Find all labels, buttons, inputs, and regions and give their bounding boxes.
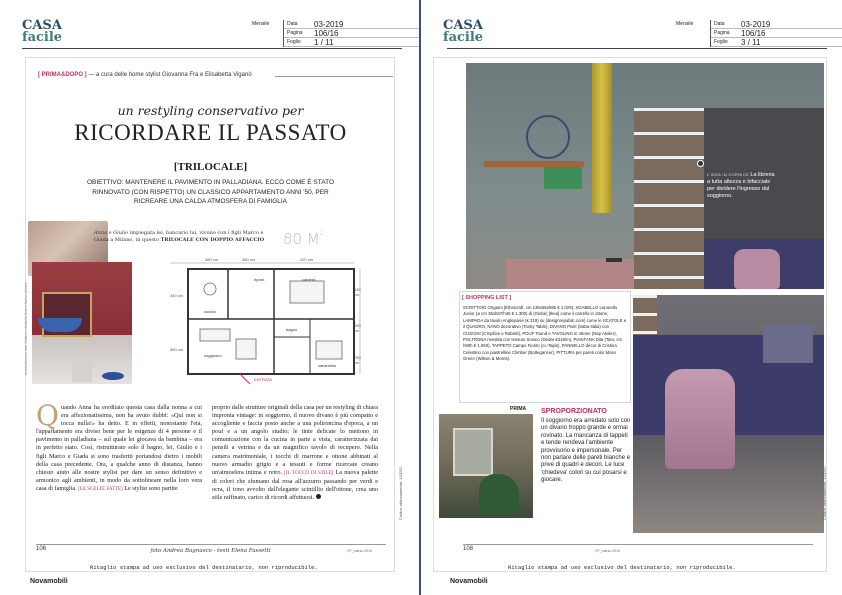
side-code: Codice abbonamento: 143252 [822,466,827,520]
data-label: Data [287,21,298,27]
plan-dim: 420 cm [300,257,314,262]
pagina-value: 106/16 [314,28,339,38]
body-column-2 [212,404,378,502]
page-number: 106 [36,546,47,552]
surface-badge [283,230,324,248]
rubric-text: — a cura delle home stylist Giovanna Fra e Elisabetta Viganò [88,72,252,78]
body-col2-tail: La nuova palette di colori che sfumano dal rosa all'azzurro passando per verdi e ocra, il tono avvolto dall'elegante scintillio dell'ottone, crea uno stile raffinato, carico di ricordi affettuosi. [212,468,379,502]
foglio-value: 3 / 11 [741,37,761,47]
brand-footer: Novamobili [450,578,488,585]
photo-text-credits: foto Andrea Bagnasco - testi Elena Fassetti [150,548,271,554]
section-ref: [LE SCELTE FATTE] [78,486,123,492]
photo-caption-head: L'IDEA IN CORNICE [707,172,749,177]
room-detail-photo [32,262,132,384]
data-value: 03-2019 [314,19,344,29]
foglio-label: Foglio [714,39,728,45]
floor-lamp [606,258,622,262]
before-photo [437,412,535,520]
room-label: cucina [204,309,216,314]
round-mirror [526,115,570,159]
body-col1-tail: Le stylist sono partite [122,484,178,492]
plan-dim: 340 cm [170,293,184,298]
before-text: Il soggiorno era arredato solo con un divano troppo grande e ormai rovinato. La mancanza di tappeti e tende rendeva l'ambiente provvisorio e impersonale. Per non parlare delle pareti bianche e prive di quadri e decori. Le luce 'chiedeva' colori su cui posarsi e giocare. [541,418,631,484]
body-col1-text: uando Anna ha ereditato questa casa dalla nonna a cui era affezionatissima, non ha avuto dubbi: «Qui non si tocca nulla!» ha detto. E in effetti, nonostante l'età, l'appartamento era diviso bene per le esigenze di 4 persone e il pavimento in palladiana – sul quale lei giocava da bambina – era in perfetto stato. Così, ristrutturato solo il bagno, lei, Giulio e i figli Marco e Giada si sono trasferiti portandosi dietro i mobili della casa precedente. Ora, a qualche anno di distanza, hanno chiesto aiuto alle nostre stylist per dare un senso definitivo e armonico agli ambienti, in modo da sottolineare nella loro vera casa di famiglia. [36,404,202,492]
drop-cap: Q [36,399,59,432]
room-label: bagno [286,327,298,332]
bookshelf [634,108,704,289]
rubric-tag: [ PRIMA&DOPO ] [38,72,87,78]
caption-pin-icon [697,160,704,167]
meta-box [710,20,842,47]
cushion [763,325,813,363]
footer-rule [463,544,813,545]
article-kicker: un restyling conservativo per [117,103,304,118]
footer-notice: Ritaglio stampa ad uso esclusivo del destinatario, non riproducibile. [90,564,318,571]
footer-notice: Ritaglio stampa ad uso esclusivo del destinatario, non riproducibile. [508,564,736,571]
data-label: Data [714,21,725,27]
yellow-curtain [592,63,612,213]
before-label: PRIMA [510,406,527,412]
surface-unit: 2 [319,230,324,237]
issue-label: CF_marzo 2019 [347,549,373,553]
plan-dim: 330 cm [354,287,361,297]
plan-dim: 250 cm [354,355,361,365]
article-subtitle: [TRILOCALE] [173,161,248,173]
sofa-pouf-photo [633,295,824,533]
foglio-value: 1 / 11 [314,37,334,47]
shopping-list-text: SCRITTOIO Origami (Ethnicraft, cm 135x55xh85 € 1.029), SGABELLO Leporello Junior (ø cm 36xh67/h45 € 1.300) di (Globe) [Ikea] come il carrello in ottone, LAMPADA da tavolo Anglepoise (€ 219) su (designrepublic.com) come le SCATOLE e il QUADRO, NANO decorativo (Tonky Table), DIVANO Pixel (Saba Italia) con CUSCINI (C'Epifice e Rabetti), POUF Tound e TAVOLINO in ottone (Nap Atelier), POLTRONA rivestita con tessuto Sonino (Dedar €318/m), PIANTANA Dita (Tato, cm h90h € 1.060), TAPPETO Campo Fiorito (cc-Tapis), PANNELLO décor di Cristina Celestino con piastrelline Climber (Bottegancer), PITTURA per pareti color Moss Green (Wilson & Morris). [463,305,627,362]
photo-caption [707,171,775,200]
section-ref: [IL TOCCO DI STILE] [284,470,334,476]
pouf [734,249,780,289]
logo-line-1: CASA [443,18,483,33]
stool [72,358,92,382]
end-mark-icon [316,494,321,499]
brand-footer: Novamobili [30,578,68,585]
plan-dim: 590 cm [354,323,361,333]
plant [479,474,519,514]
header-rule [447,48,827,49]
floor-plan [170,257,365,387]
people-caption [94,230,274,244]
people-caption-bold: TRILOCALE CON DOPPIO AFFACCIO [160,237,265,243]
room-label: ENTRATA [254,377,273,382]
rubric [38,72,252,78]
meta-box [283,20,419,47]
page-number: 108 [463,546,474,552]
surface-value: 80 M [283,230,320,248]
body-col2-text: proprio dalle strutture originali della casa per un restyling di chiara impronta vintage: in soggiorno, il nuovo divano è più compatto e accogliente e faccia posto anche a una poltroncina d'epoca, a un pouf e a un angolo studio; le tinte delicate lo mettono in comunicazione con la cucina in parte a vista, caratterizzata dai pensili a vetrina e da un magnifico tavolo di recupero. Nella camera matrimoniale, i tocchi di marrone e ottone abbinati al nuovo armadio grigio e a tessuti e forme ricercate creano un'atmosfera intima e retro. [212,404,378,476]
issue-label: CF_marzo 2019 [595,549,621,553]
logo-line-1: CASA [22,18,62,33]
before-title: SPROPORZIONATO [541,408,607,415]
magazine-logo [443,20,487,44]
shopping-list-tag: [ SHOPPING LIST ] [462,295,512,301]
people-caption-rest: impiegata lei, bancario lui, vivono con i figli Marco e Giada a Milano, in questo [94,230,264,243]
window [453,428,493,476]
article-lead: OBIETTIVO: MANTENERE IL PAVIMENTO IN PALLADIANA. ECCO COME È STATO RINNOVATO (CON RISPETTO) UN CLASSICO APPARTAMENTO ANNI '50, PER RICREARE UNA CALDA ATMOSFERA DI FAMIGLIA [86,179,335,205]
pagina-label: Pagina [714,30,730,36]
source-label: Mensile [676,21,694,27]
header-rule [22,48,402,49]
logo-line-2: facile [443,30,484,45]
plan-dim: 380 cm [242,257,256,262]
footer-rule [36,544,386,545]
side-code: Codice abbonamento: 143252 [398,466,403,520]
velvet-pouf [665,369,735,469]
pagina-value: 106/16 [741,28,766,38]
pagina-label: Pagina [287,30,303,36]
green-drawer [544,167,582,189]
room-label: camera [302,277,316,282]
body-column-1 [36,399,202,494]
foglio-label: Foglio [287,39,301,45]
room-label: cameretta [318,363,336,368]
logo-line-2: facile [22,30,63,45]
people-caption-intro: Anna e Giulio [94,230,129,236]
room-label: soggiorno [204,353,222,358]
photo-caption-text: La libreria a tutta altezza e bifacciale per dividere l'ingresso dal soggiorno. [707,172,775,199]
magazine-logo [22,20,66,44]
plan-dim: 380 cm [205,257,219,262]
data-value: 03-2019 [741,19,771,29]
rubric-rule [275,76,393,77]
blue-plate [102,372,124,380]
plan-dim: 360 cm [170,347,184,352]
article-title: RICORDARE IL PASSATO [74,120,347,145]
pink-rug [506,259,636,289]
photo-credit-vertical: ambientazione Ikea Galleria • Modella Sinem Salma Wanes [24,282,28,375]
room-label: ripost. [254,277,265,282]
source-label: Mensile [252,21,270,27]
